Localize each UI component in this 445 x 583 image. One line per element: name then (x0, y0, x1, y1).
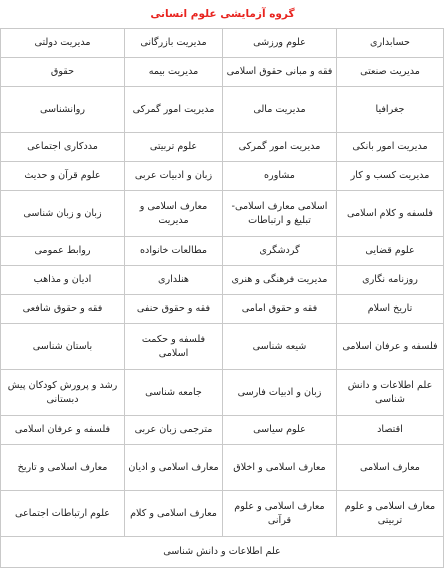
table-cell: مدیریت امور گمرکی (125, 87, 223, 133)
table-cell: فقه و حقوق امامی (223, 295, 337, 324)
table-cell: معارف اسلامی و علوم قرآنی (223, 491, 337, 537)
table-cell: جامعه شناسی (125, 370, 223, 416)
table-cell: رشد و پرورش کودکان پیش دبستانی (1, 370, 125, 416)
table-cell: مدیریت امور بانکی (337, 133, 444, 162)
table-cell: مددکاری اجتماعی (1, 133, 125, 162)
table-cell: علوم ورزشی (223, 29, 337, 58)
table-cell: اسلامی معارف اسلامی- تبلیغ و ارتباطات (223, 191, 337, 237)
table-row (1, 133, 444, 162)
table-cell: روابط عمومی (1, 237, 125, 266)
table-cell: معارف اسلامی و علوم تربیتی (337, 491, 444, 537)
table-title: گروه آزمایشی علوم انسانی (150, 8, 295, 20)
table-cell: فلسفه و کلام اسلامی (337, 191, 444, 237)
table-cell: مترجمی زبان عربی (125, 416, 223, 445)
table-cell: روانشناسی (1, 87, 125, 133)
table-row (1, 162, 444, 191)
table-cell: مدیریت مالی (223, 87, 337, 133)
table-cell: باستان شناسی (1, 324, 125, 370)
table-cell-full-width: علم اطلاعات و دانش شناسی (1, 537, 444, 568)
table-row (1, 416, 444, 445)
table-row (1, 266, 444, 295)
table-cell: روزنامه نگاری (337, 266, 444, 295)
table-cell: حسابداری (337, 29, 444, 58)
table-cell: زبان و ادبیات فارسی (223, 370, 337, 416)
table-cell: اقتصاد (337, 416, 444, 445)
table-cell: مطالعات خانواده (125, 237, 223, 266)
table-cell: مدیریت فرهنگی و هنری (223, 266, 337, 295)
table-cell: حقوق (1, 58, 125, 87)
table-cell: مدیریت امور گمرکی (223, 133, 337, 162)
table-row (1, 491, 444, 537)
table-cell: مشاوره (223, 162, 337, 191)
table-cell: علوم تربیتی (125, 133, 223, 162)
table-cell: معارف اسلامی و تاریخ (1, 445, 125, 491)
table-cell: مدیریت دولتی (1, 29, 125, 58)
table-cell: معارف اسلامی (337, 445, 444, 491)
table-cell: جغرافیا (337, 87, 444, 133)
table-row (1, 370, 444, 416)
table-cell: مدیریت بیمه (125, 58, 223, 87)
table-row (1, 191, 444, 237)
table-cell: معارف اسلامی و ادیان (125, 445, 223, 491)
table-row (1, 237, 444, 266)
table-cell: فقه و مبانی حقوق اسلامی (223, 58, 337, 87)
table-row (1, 29, 444, 58)
table-cell: فقه و حقوق حنفی (125, 295, 223, 324)
table-row (1, 295, 444, 324)
table-cell: تاریخ اسلام (337, 295, 444, 324)
table-row (1, 445, 444, 491)
table-row (1, 324, 444, 370)
majors-table (0, 28, 444, 568)
table-cell: مدیریت بازرگانی (125, 29, 223, 58)
table-cell: معارف اسلامی و کلام (125, 491, 223, 537)
table-row (1, 58, 444, 87)
table-cell: علوم ارتباطات اجتماعی (1, 491, 125, 537)
table-cell: علوم قضایی (337, 237, 444, 266)
table-cell: گردشگری (223, 237, 337, 266)
table-cell: فلسفه و حکمت اسلامی (125, 324, 223, 370)
table-cell: فلسفه و عرفان اسلامی (1, 416, 125, 445)
table-cell: فلسفه و عرفان اسلامی (337, 324, 444, 370)
table-cell: فقه و حقوق شافعی (1, 295, 125, 324)
table-cell: ادیان و مذاهب (1, 266, 125, 295)
table-cell: علوم سیاسی (223, 416, 337, 445)
table-cell: زبان و ادبیات عربی (125, 162, 223, 191)
table-cell: علوم قرآن و حدیث (1, 162, 125, 191)
table-row (1, 87, 444, 133)
table-cell: شیعه شناسی (223, 324, 337, 370)
table-cell: مدیریت صنعتی (337, 58, 444, 87)
table-cell: علم اطلاعات و دانش شناسی (337, 370, 444, 416)
majors-table-container (1, 0, 444, 568)
table-cell: معارف اسلامی و اخلاق (223, 445, 337, 491)
table-cell: زبان و زبان شناسی (1, 191, 125, 237)
table-cell: مدیریت کسب و کار (337, 162, 444, 191)
table-cell: هنلداری (125, 266, 223, 295)
table-row (1, 537, 444, 568)
table-cell: معارف اسلامی و مدیریت (125, 191, 223, 237)
